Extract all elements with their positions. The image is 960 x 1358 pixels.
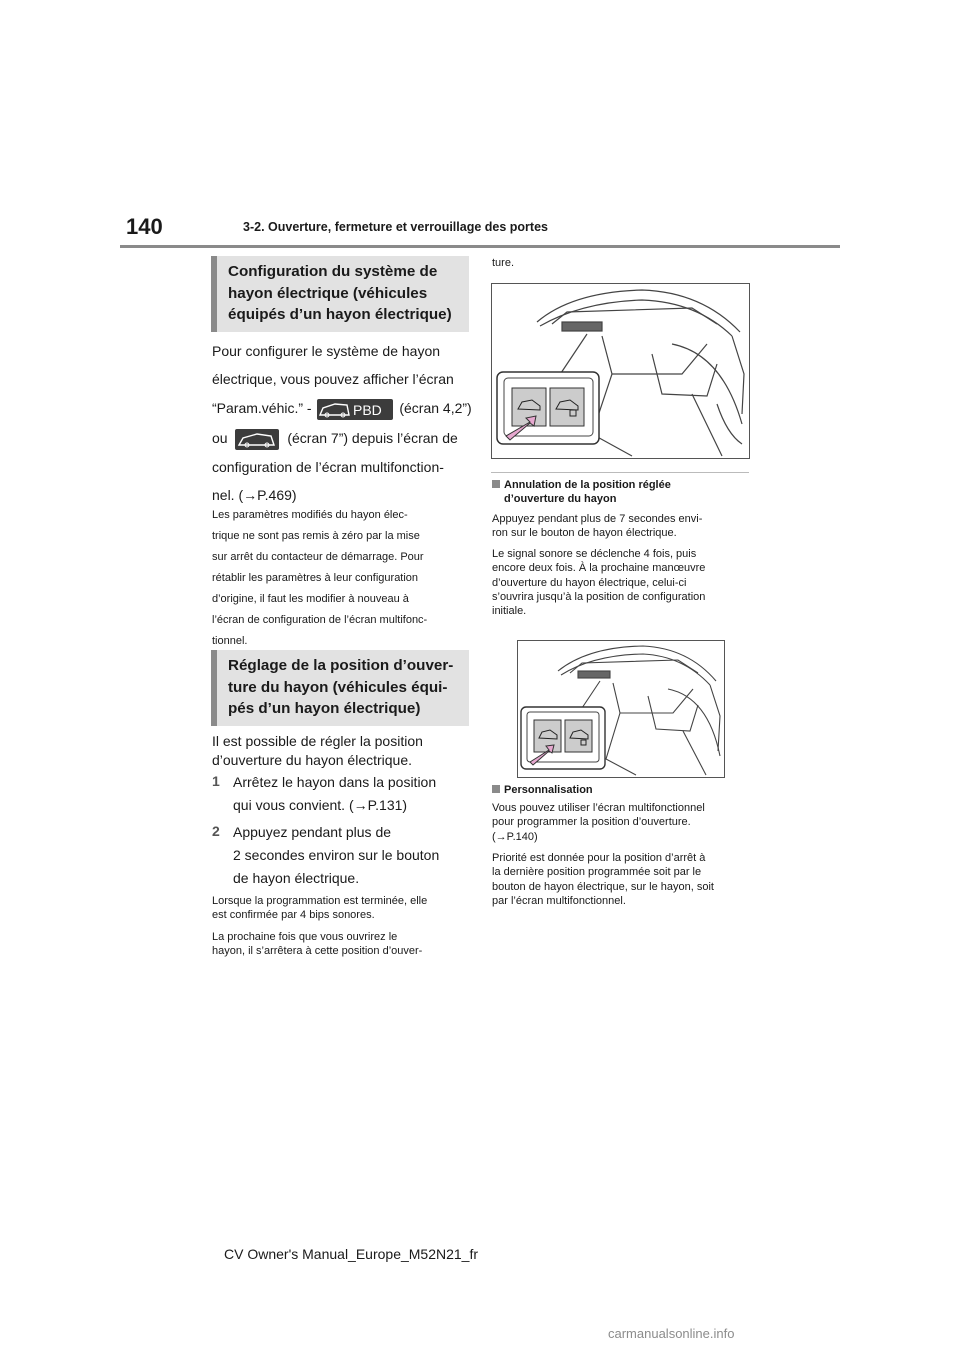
bullet-square-icon bbox=[492, 785, 500, 793]
config-heading: Configuration du système de hayon électrique (véhicules équipés d’un hayon électrique) bbox=[211, 256, 469, 332]
tailgate-illustration-2 bbox=[518, 641, 724, 777]
personnalisation-paragraph-2: Priorité est donnée pour la position d’arrêt à la dernière position programmée soit par le bouton de hayon électrique, sur le hayon, soit par l’écran multifonctionnel. bbox=[492, 852, 714, 907]
personnalisation-title: Personnalisation bbox=[492, 783, 593, 797]
section-divider bbox=[491, 472, 749, 473]
car-pbd-icon bbox=[317, 399, 393, 420]
step-2-number: 2 bbox=[212, 823, 220, 839]
annulation-paragraph-2: Le signal sonore se déclenche 4 fois, puis encore deux fois. À la prochaine manœuvre d’ouverture du hayon électrique, celui-ci s’ouvrira jusqu’à la position de configuration initiale. bbox=[492, 548, 706, 618]
page-number: 140 bbox=[126, 214, 163, 239]
manual-footer: CV Owner's Manual_Europe_M52N21_fr bbox=[224, 1246, 479, 1262]
annulation-title: Annulation de la position réglée d’ouverture du hayon bbox=[492, 478, 671, 506]
reglage-intro: Il est possible de régler la position d’ouverture du hayon électrique. bbox=[212, 733, 423, 768]
reglage-note-2: La prochaine fois que vous ouvrirez le hayon, il s’arrêtera à cette position d’ouver- bbox=[212, 931, 423, 958]
reglage-heading: Réglage de la position d’ouver- ture du hayon (véhicules équi- pés d’un hayon électrique) bbox=[211, 650, 469, 726]
step-1-text: Arrêtez le hayon dans la position qui vous convient. (→P.131) bbox=[233, 774, 437, 813]
personnalisation-paragraph-1: Vous pouvez utiliser l’écran multifonctionnel pour programmer la position d’ouverture. (→P.140) bbox=[492, 802, 705, 843]
bullet-square-icon bbox=[492, 480, 500, 488]
reglage-note-2-continued: ture. bbox=[492, 257, 515, 269]
step-2-text: Appuyez pendant plus de 2 secondes environ sur le bouton de hayon électrique. bbox=[233, 824, 440, 886]
tailgate-illustration-1 bbox=[492, 284, 749, 458]
reglage-note-1: Lorsque la programmation est terminée, elle est confirmée par 4 bips sonores. bbox=[212, 895, 428, 922]
tailgate-figure-1 bbox=[491, 283, 750, 459]
pbd-label: PBD bbox=[353, 401, 383, 418]
section-title: 3-2. Ouverture, fermeture et verrouillage des portes bbox=[243, 220, 548, 234]
config-note: Les paramètres modifiés du hayon élec- trique ne sont pas remis à zéro par la mise sur arrêt du contacteur de démarrage. Pour rétablir les paramètres à leur configuration d’origine, il faut les modifier à nouveau à l’écran de configuration de l’écran multifonc- tionnel. bbox=[212, 509, 428, 647]
car-tailgate-icon bbox=[235, 429, 279, 450]
header-rule bbox=[120, 245, 840, 248]
watermark-link[interactable]: carmanualsonline.info bbox=[608, 1326, 735, 1341]
annulation-paragraph-1: Appuyez pendant plus de 7 secondes envi- ron sur le bouton de hayon électrique. bbox=[492, 513, 703, 540]
step-1-number: 1 bbox=[212, 773, 220, 789]
tailgate-figure-2 bbox=[517, 640, 725, 778]
config-paragraph: Pour configurer le système de hayon électrique, vous pouvez afficher l’écran “Param.véhic.” - PBD (écran 4,2”) ou (écran 7”) depuis l’écran de configuration de l’écran multifonction- nel. (→P.469) bbox=[212, 343, 472, 503]
